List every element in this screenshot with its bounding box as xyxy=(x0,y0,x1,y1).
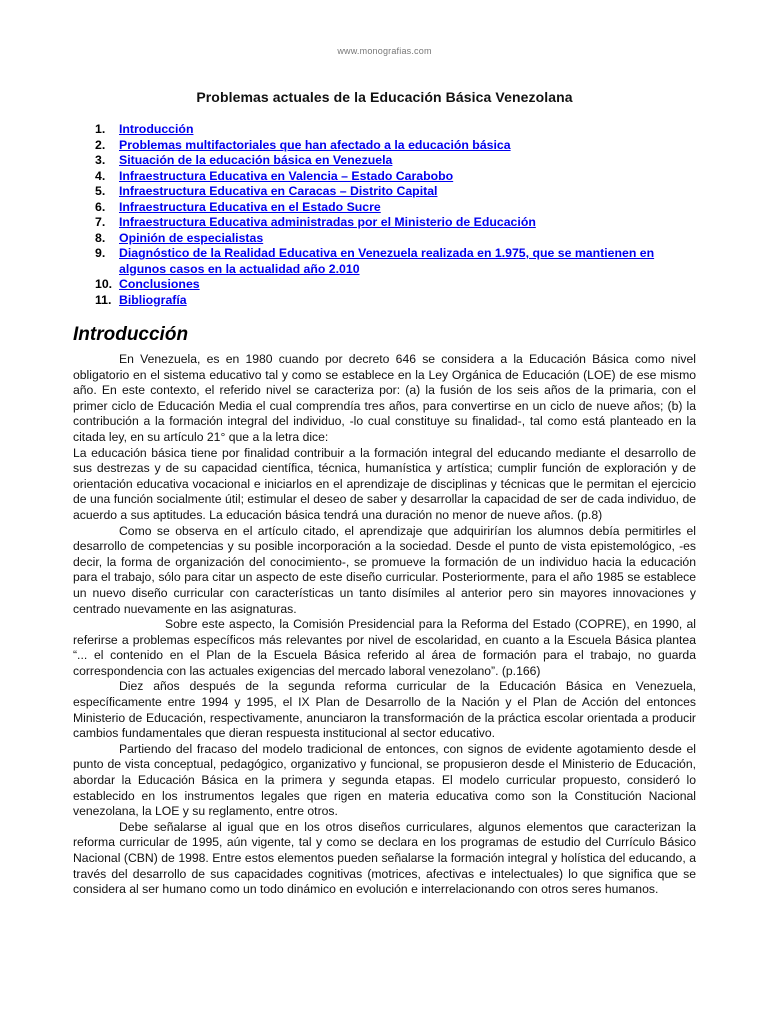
paragraph: Diez años después de la segunda reforma curricular de la Educación Básica en Venezuela, específicamente entre 1994 y 1995, el IX Plan de Desarrollo de la Nación y el Plan de Acción del entonces Ministerio de Educación, respectivamente, anunciaron la transformación de la práctica escolar orientada a producir cambios fundamentales que dieran respuesta institucional al sector educativo. xyxy=(73,679,696,741)
toc-link-conclusiones[interactable]: Conclusiones xyxy=(119,277,200,291)
toc-item xyxy=(95,138,696,154)
toc-number: 9. xyxy=(95,246,106,260)
toc-item xyxy=(95,293,696,309)
toc-item xyxy=(95,246,696,277)
toc-number: 5. xyxy=(95,184,106,198)
section-body xyxy=(73,352,696,898)
toc-number: 11. xyxy=(95,292,112,307)
paragraph: Debe señalarse al igual que en los otros diseños curriculares, algunos elementos que caracterizan la reforma curricular de 1995, aún vigente, tal y como se declara en los programas de estudio del Currículo Básico Nacional (CBN) de 1998. Entre estos elementos pueden señalarse la formación integral y holística del educando, a través del desarrollo de sus capacidades cognitivas (motrices, afectivas e intelectuales) lo que significa que se considera al ser humano como un todo dinámico en evolución e interrelacionando con otros seres humanos. xyxy=(73,819,696,897)
paragraph: Sobre este aspecto, la Comisión Presidencial para la Reforma del Estado (COPRE), en 1990, al referirse a problemas específicos más relevantes por nivel de escolaridad, en cuanto a la Escuela Básica plantea “... el contenido en el Plan de la Escuela Básica referido al área de formación para el trabajo, no guarda correspondencia con las actuales exigencias del mercado laboral venezolano”. (p.166) xyxy=(73,617,696,678)
toc-number: 2. xyxy=(95,137,106,152)
toc-number: 8. xyxy=(95,230,106,245)
toc-link-opinion[interactable]: Opinión de especialistas xyxy=(119,230,264,245)
toc-item xyxy=(95,122,696,138)
paragraph: En Venezuela, es en 1980 cuando por decreto 646 se considera a la Educación Básica como nivel obligatorio en el sistema educativo tal y como se establece en la Ley Orgánica de Educación (LOE) de ese mismo año. En este contexto, el referido nivel se caracteriza por: (a) la fusión de los seis años de la primaria, con el primer ciclo de Educación Media el cual comprendía tres años, para convertirse en un ciclo de nueve años; (b) la contribución a la formación integral del individuo, -lo cual constituye su finalidad-, tal como está planteado en la citada ley, en su artículo 21° que a la letra dice: xyxy=(73,352,696,444)
toc-link-ministerio[interactable]: Infraestructura Educativa administradas por el Ministerio de Educación xyxy=(119,215,536,229)
section-heading-introduccion: Introducción xyxy=(73,324,189,345)
toc-link-caracas[interactable]: Infraestructura Educativa en Caracas – Distrito Capital xyxy=(119,184,438,198)
document-title: Problemas actuales de la Educación Básica Venezolana xyxy=(196,89,573,105)
toc-item xyxy=(95,200,696,216)
toc-number: 4. xyxy=(95,168,106,183)
toc-link-diagnostico[interactable]: Diagnóstico de la Realidad Educativa en Venezuela realizada en 1.975, que se mantienen en algunos casos en la actualidad año 2.010 xyxy=(119,246,655,276)
paragraph: Partiendo del fracaso del modelo tradicional de entonces, con signos de evidente agotamiento desde el punto de vista conceptual, pedagógico, organizativo y funcional, se propusieron desde el Ministerio de Educación, abordar la Educación Básica en la primera y segunda etapas. El modelo curricular propuesto, consideró lo establecido en los instrumentos legales que rigen en materia educativa como son la Constitución Nacional venezolana, la LOE y su reglamento, entre otros. xyxy=(73,741,696,819)
toc-item xyxy=(95,169,696,185)
toc-number: 7. xyxy=(95,215,106,229)
toc-link-problemas[interactable]: Problemas multifactoriales que han afectado a la educación básica xyxy=(119,137,511,152)
toc-item xyxy=(95,184,696,200)
toc-item xyxy=(95,277,696,293)
toc-link-situacion[interactable]: Situación de la educación básica en Venezuela xyxy=(119,153,393,167)
paragraph: Como se observa en el artículo citado, el aprendizaje que adquirirían los alumnos debía permitirles el desarrollo de competencias y su posible incorporación a la sociedad. Desde el punto de vista epistemológico, -es decir, la forma de organización del conocimiento-, se promueve la formación de un individuo hacia la educación para el trabajo, sólo para citar un aspecto de este diseño curricular. Posteriormente, para el año 1985 se establece un nuevo diseño curricular con características un tanto disímiles al anterior pero sin mayores innovaciones y centrado nuevamente en las asignaturas. xyxy=(73,523,696,616)
toc-number: 1. xyxy=(95,122,106,136)
toc-number: 10. xyxy=(95,277,113,291)
toc-link-introduccion[interactable]: Introducción xyxy=(119,122,194,136)
toc-link-valencia[interactable]: Infraestructura Educativa en Valencia – Estado Carabobo xyxy=(119,168,454,183)
toc-item xyxy=(95,231,696,247)
toc-number: 3. xyxy=(95,153,106,167)
site-url: www.monografias.com xyxy=(337,46,432,56)
toc-number: 6. xyxy=(95,199,106,214)
toc-link-bibliografia[interactable]: Bibliografía xyxy=(119,292,187,307)
toc-link-sucre[interactable]: Infraestructura Educativa en el Estado Sucre xyxy=(119,199,381,214)
toc-item xyxy=(95,215,696,231)
toc-item xyxy=(95,153,696,169)
table-of-contents xyxy=(95,122,696,308)
block-quote: La educación básica tiene por finalidad contribuir a la formación integral del educando mediante el desarrollo de sus destrezas y de su capacidad científica, técnica, humanística y artística; cumplir función de exploración y de orientación educativa vocacional e iniciarlos en el aprendizaje de disciplinas y técnicas que le permitan el ejercicio de una función socialmente útil; estimular el deseo de saber y desarrollar la capacidad de ser de cada individuo, de acuerdo a sus aptitudes. La educación básica tendrá una duración no menor de nueve años. (p.8) xyxy=(73,445,696,522)
